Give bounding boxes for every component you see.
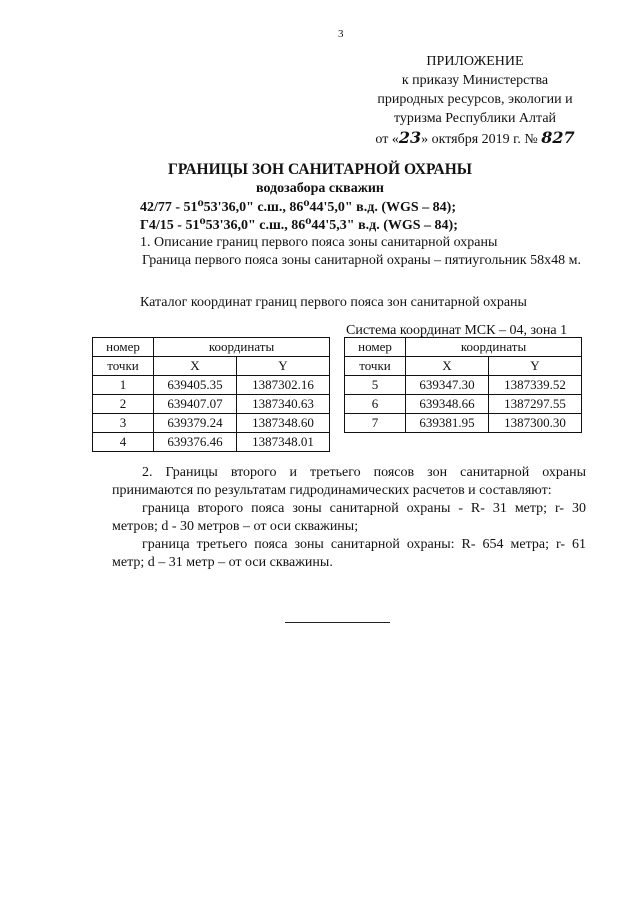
number-subheader: точки (345, 357, 406, 376)
appendix-line-2: природных ресурсов, экологии и (377, 92, 573, 107)
coordinates-table-right (344, 337, 582, 433)
y-value: 1387302.16 (237, 376, 330, 395)
x-value: 639376.46 (154, 433, 237, 452)
section-1-heading: 1. Описание границ первого пояса зоны санитарной охраны (140, 235, 498, 250)
catalog-caption: Каталог координат границ первого пояса зон санитарной охраны (140, 295, 527, 310)
date-suffix: » октября 2019 г. № (421, 132, 538, 147)
number-subheader: точки (93, 357, 154, 376)
table-row (93, 414, 330, 433)
x-value: 639405.35 (154, 376, 237, 395)
well-2-coordinates: Г4/15 - 51⁰53'36,0" с.ш., 86⁰44'5,3" в.д. (WGS – 84); (140, 218, 458, 233)
point-number: 2 (93, 395, 154, 414)
table-subheader-row (345, 357, 582, 376)
appendix-title: ПРИЛОЖЕНИЕ (426, 54, 524, 69)
closing-rule (285, 622, 390, 623)
point-number: 1 (93, 376, 154, 395)
x-value: 639381.95 (406, 414, 489, 433)
section-2-intro: 2. Границы второго и третьего поясов зон санитарной охраны принимаются по результатам гидродинамических расчетов и составляют: (112, 465, 586, 498)
y-header: Y (489, 357, 582, 376)
y-value: 1387348.01 (237, 433, 330, 452)
point-number: 5 (345, 376, 406, 395)
table-row (93, 395, 330, 414)
document-heading (60, 160, 580, 198)
appendix-line-3: туризма Республики Алтай (393, 111, 557, 126)
date-prefix: от « (375, 132, 399, 147)
coords-header: координаты (154, 338, 330, 357)
table-header-row (93, 338, 330, 357)
table-row (93, 433, 330, 452)
handwritten-day: 23 (398, 128, 422, 147)
y-value: 1387348.60 (237, 414, 330, 433)
x-value: 639407.07 (154, 395, 237, 414)
coordinates-table-left (92, 337, 330, 452)
coordinate-system-caption: Система координат МСК – 04, зона 1 (346, 323, 568, 338)
point-number: 7 (345, 414, 406, 433)
appendix-date-line (350, 128, 600, 149)
table-row (345, 376, 582, 395)
document-subtitle: водозабора скважин (256, 181, 384, 196)
document-title: ГРАНИЦЫ ЗОН САНИТАРНОЙ ОХРАНЫ (168, 161, 472, 178)
appendix-line-1: к приказу Министерства (401, 73, 549, 88)
page-number: 3 (338, 28, 344, 40)
appendix-header (350, 52, 600, 149)
well-1-coordinates: 42/77 - 51⁰53'36,0" с.ш., 86⁰44'5,0" в.д. (WGS – 84); (140, 200, 456, 215)
table-row (93, 376, 330, 395)
x-value: 639347.30 (406, 376, 489, 395)
table-row (345, 414, 582, 433)
x-header: X (406, 357, 489, 376)
number-header: номер (345, 338, 406, 357)
point-number: 3 (93, 414, 154, 433)
handwritten-order-number: 827 (541, 128, 575, 147)
number-header: номер (93, 338, 154, 357)
y-value: 1387297.55 (489, 395, 582, 414)
y-header: Y (237, 357, 330, 376)
x-header: X (154, 357, 237, 376)
y-value: 1387339.52 (489, 376, 582, 395)
table-header-row (345, 338, 582, 357)
y-value: 1387300.30 (489, 414, 582, 433)
x-value: 639379.24 (154, 414, 237, 433)
table-row (345, 395, 582, 414)
table-subheader-row (93, 357, 330, 376)
section-2-third-belt: граница третьего пояса зоны санитарной охраны: R- 654 метра; r- 61 метр; d – 31 метр – от оси скважины. (112, 537, 586, 570)
point-number: 4 (93, 433, 154, 452)
point-number: 6 (345, 395, 406, 414)
y-value: 1387340.63 (237, 395, 330, 414)
section-1-paragraph: Граница первого пояса зоны санитарной охраны – пятиугольник 58х48 м. (142, 253, 581, 268)
coords-header: координаты (406, 338, 582, 357)
section-2-second-belt: граница второго пояса зоны санитарной охраны - R- 31 метр; r- 30 метров; d - 30 метров – от оси скважины; (112, 501, 586, 534)
x-value: 639348.66 (406, 395, 489, 414)
